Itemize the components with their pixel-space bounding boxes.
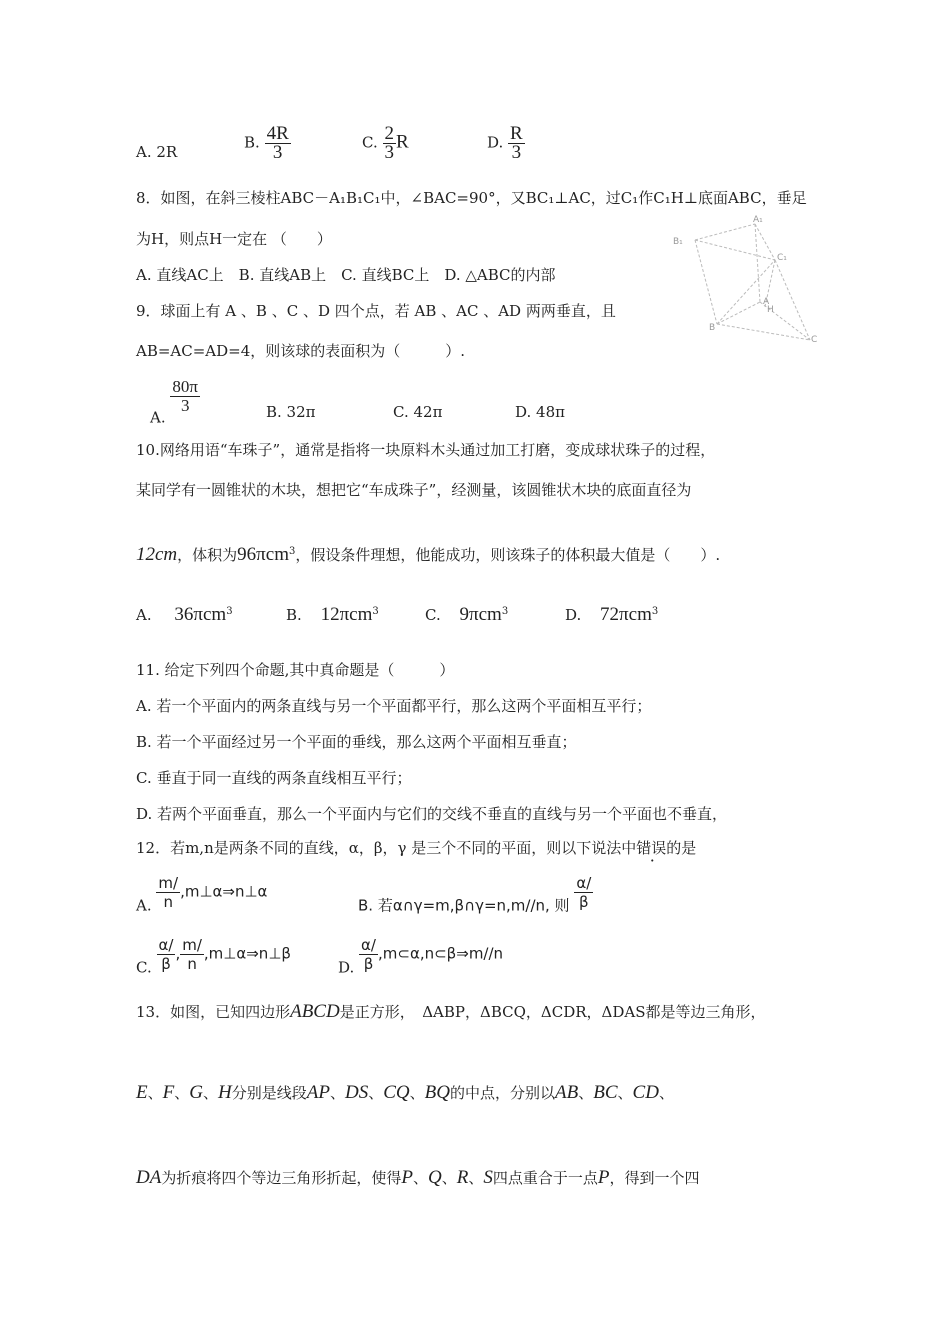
q9-option-b: B. 32π	[266, 403, 316, 421]
numerator: 4R	[266, 123, 289, 144]
fraction	[383, 125, 397, 162]
fraction	[156, 874, 180, 911]
math-point: S	[483, 1167, 493, 1188]
math-var: G	[189, 1082, 203, 1103]
q13-stem-line3: DA为折痕将四个等边三角形折起，使得P、Q、R、S四点重合于一点P，得到一个四	[136, 1167, 700, 1188]
math-segment: DS	[344, 1082, 369, 1103]
option-label: D.	[338, 958, 355, 977]
option-label: D.	[565, 606, 582, 624]
q8-stem-line1: 8．如图，在斜三棱柱ABC－A₁B₁C₁中，∠BAC=90°，又BC₁⊥AC，过C₁作C₁H⊥底面ABC，垂足	[136, 189, 807, 207]
q12-option-a	[136, 874, 267, 916]
option-value: 9πcm	[459, 604, 502, 625]
math-point: R	[456, 1167, 469, 1188]
option-label: C.	[362, 133, 378, 152]
emphasis-text: 错误	[636, 839, 667, 857]
q7-option-b	[244, 125, 291, 162]
text: ，得到一个四	[609, 1169, 700, 1187]
math-var: H	[218, 1082, 232, 1103]
q11-option-c: C. 垂直于同一直线的两条直线相互平行；	[136, 769, 412, 787]
option-expression: ,m⊥α⇒n⊥β	[203, 944, 291, 963]
exponent: 3	[226, 606, 233, 617]
fraction	[157, 936, 176, 973]
q10-option-c	[425, 602, 508, 625]
q8-stem-line2: 为H，则点H一定在 （ ）	[136, 230, 332, 248]
text: 分别是线段	[231, 1084, 307, 1102]
option-label: A.	[136, 896, 152, 915]
option-label: D.	[487, 133, 504, 152]
option-label: C.	[425, 606, 441, 624]
denominator: 3	[180, 396, 190, 415]
q7-option-a: A. 2R	[136, 143, 178, 161]
fraction	[265, 125, 291, 162]
math-point: Q	[427, 1167, 442, 1188]
q12-stem	[136, 838, 696, 858]
text: 的是	[666, 839, 697, 857]
q13-stem-line2: E、F、G、H分别是线段AP、DS、CQ、BQ的中点，分别以AB、BC、CD、	[136, 1082, 674, 1103]
fraction	[359, 936, 378, 973]
math-segment: AB	[555, 1082, 579, 1103]
math-var: F	[162, 1082, 175, 1103]
denominator: 3	[272, 142, 283, 163]
denominator: 3	[511, 142, 522, 163]
denominator: n	[187, 955, 197, 973]
q10-option-b	[286, 602, 379, 625]
math-var: E	[136, 1082, 148, 1103]
q9-option-d: D. 48π	[515, 403, 565, 421]
q11-option-a: A. 若一个平面内的两条直线与另一个平面都平行，那么这两个平面相互平行；	[136, 697, 652, 715]
numerator: 80π	[172, 377, 198, 396]
exponent: 3	[288, 546, 296, 557]
q10-option-d	[565, 602, 658, 625]
math-diameter: 12cm	[136, 544, 178, 565]
q10-option-a	[136, 602, 233, 625]
q12-option-c: C. $\frac{\alpha/}{\beta}$ , $\frac{m/}{n}$ ,m⊥α⇒n⊥β	[136, 936, 291, 977]
math-volume: 96πcm	[237, 544, 289, 565]
text: 是正方形， ΔABP，ΔBCQ，ΔCDR，ΔDAS都是等边三角形，	[339, 1003, 766, 1021]
q9-stem-line1: 9．球面上有 A 、B 、C 、D 四个点，若 AB 、AC 、AD 两两垂直，且	[136, 302, 616, 320]
fraction	[170, 378, 200, 415]
label-c: C	[811, 335, 818, 344]
text: 四点重合于一点	[492, 1169, 598, 1187]
option-expression: B. 若α∩γ=m,β∩γ=n,m//n, 则	[358, 896, 570, 915]
numerator: 2	[384, 123, 394, 144]
q9-option-c: C. 42π	[393, 403, 443, 421]
text: 为折痕将四个等边三角形折起，使得	[161, 1169, 402, 1187]
oblique-prism-figure	[665, 212, 825, 344]
q12-option-b	[358, 874, 593, 916]
q8-options: A. 直线AC上 B. 直线AB上 C. 直线BC上 D. △ABC的内部	[136, 266, 556, 284]
text: 12．若m,n是两条不同的直线，α，β，γ 是三个不同的平面，则以下说法中	[136, 839, 637, 857]
numerator: m/	[182, 936, 202, 954]
denominator: n	[163, 893, 173, 911]
q7-option-c	[362, 125, 409, 162]
math-segment: CQ	[383, 1082, 410, 1103]
option-expression: ,m⊥α⇒n⊥α	[180, 882, 268, 901]
exponent: 3	[651, 606, 659, 617]
q10-stem-line1: 10.网络用语“车珠子”，通常是指将一块原料木头通过加工打磨，变成球状珠子的过程，	[136, 441, 716, 459]
label-b1: B₁	[673, 237, 683, 247]
variable: R	[396, 131, 409, 153]
math-point: P	[401, 1167, 413, 1188]
denominator: β	[579, 893, 589, 911]
option-label: B.	[286, 606, 302, 624]
option-expression: ,m⊂α,n⊂β⇒m//n	[378, 944, 504, 963]
q11-option-d: D. 若两个平面垂直，那么一个平面内与它们的交线不垂直的直线与另一个平面也不垂直，	[136, 805, 728, 823]
numerator: α/	[576, 874, 592, 892]
text: ，假设条件理想，他能成功，则该珠子的体积最大值是（ ）.	[295, 546, 721, 564]
fraction	[508, 125, 525, 162]
math-segment: DA	[136, 1167, 162, 1188]
label-b: B	[709, 323, 716, 333]
option-label: A.	[150, 408, 166, 427]
numerator: α/	[158, 936, 174, 954]
option-label: A.	[136, 606, 152, 624]
denominator: β	[363, 955, 374, 973]
option-value: 12πcm	[320, 604, 373, 625]
math-segment: CD	[632, 1082, 659, 1103]
exponent: 3	[372, 606, 379, 617]
q9-stem-line2: AB=AC=AD=4，则该球的表面积为（ ）.	[136, 342, 466, 360]
option-label: B.	[244, 133, 260, 152]
q10-stem-line2: 某同学有一圆锥状的木块，想把它“车成珠子”，经测量，该圆锥状木块的底面直径为	[136, 481, 692, 499]
q13-stem-line1	[136, 1002, 766, 1022]
math-point: P	[597, 1167, 610, 1188]
option-label: C.	[136, 958, 152, 977]
fraction	[180, 936, 204, 973]
option-value: 36πcm	[174, 604, 227, 625]
label-h: H	[767, 305, 774, 315]
math-segment: AP	[306, 1082, 330, 1103]
label-a1: A₁	[753, 215, 763, 225]
text: 的中点，分别以	[449, 1084, 555, 1102]
math-segment: BQ	[424, 1082, 450, 1103]
label-a: A	[763, 297, 770, 307]
fraction	[574, 874, 593, 911]
text: 13．如图，已知四边形	[136, 1003, 291, 1021]
option-value: 72πcm	[600, 604, 652, 625]
numerator: α/	[361, 936, 376, 954]
exponent: 3	[501, 606, 509, 617]
q11-stem: 11. 给定下列四个命题,其中真命题是（ ）	[136, 661, 455, 679]
text: ，体积为	[177, 546, 238, 564]
q10-stem-line3	[136, 542, 720, 565]
numerator: m/	[158, 874, 179, 892]
q7-option-d	[487, 125, 525, 162]
denominator: 3	[384, 142, 394, 163]
denominator: β	[161, 955, 171, 973]
q9-option-a	[150, 378, 200, 428]
numerator: R	[510, 123, 523, 144]
label-c1: C₁	[777, 253, 787, 263]
math-segment: BC	[593, 1082, 618, 1103]
math-abcd: ABCD	[290, 1001, 340, 1022]
q12-option-d	[338, 936, 503, 978]
q11-option-b: B. 若一个平面经过另一个平面的垂线，那么这两个平面相互垂直；	[136, 733, 577, 751]
